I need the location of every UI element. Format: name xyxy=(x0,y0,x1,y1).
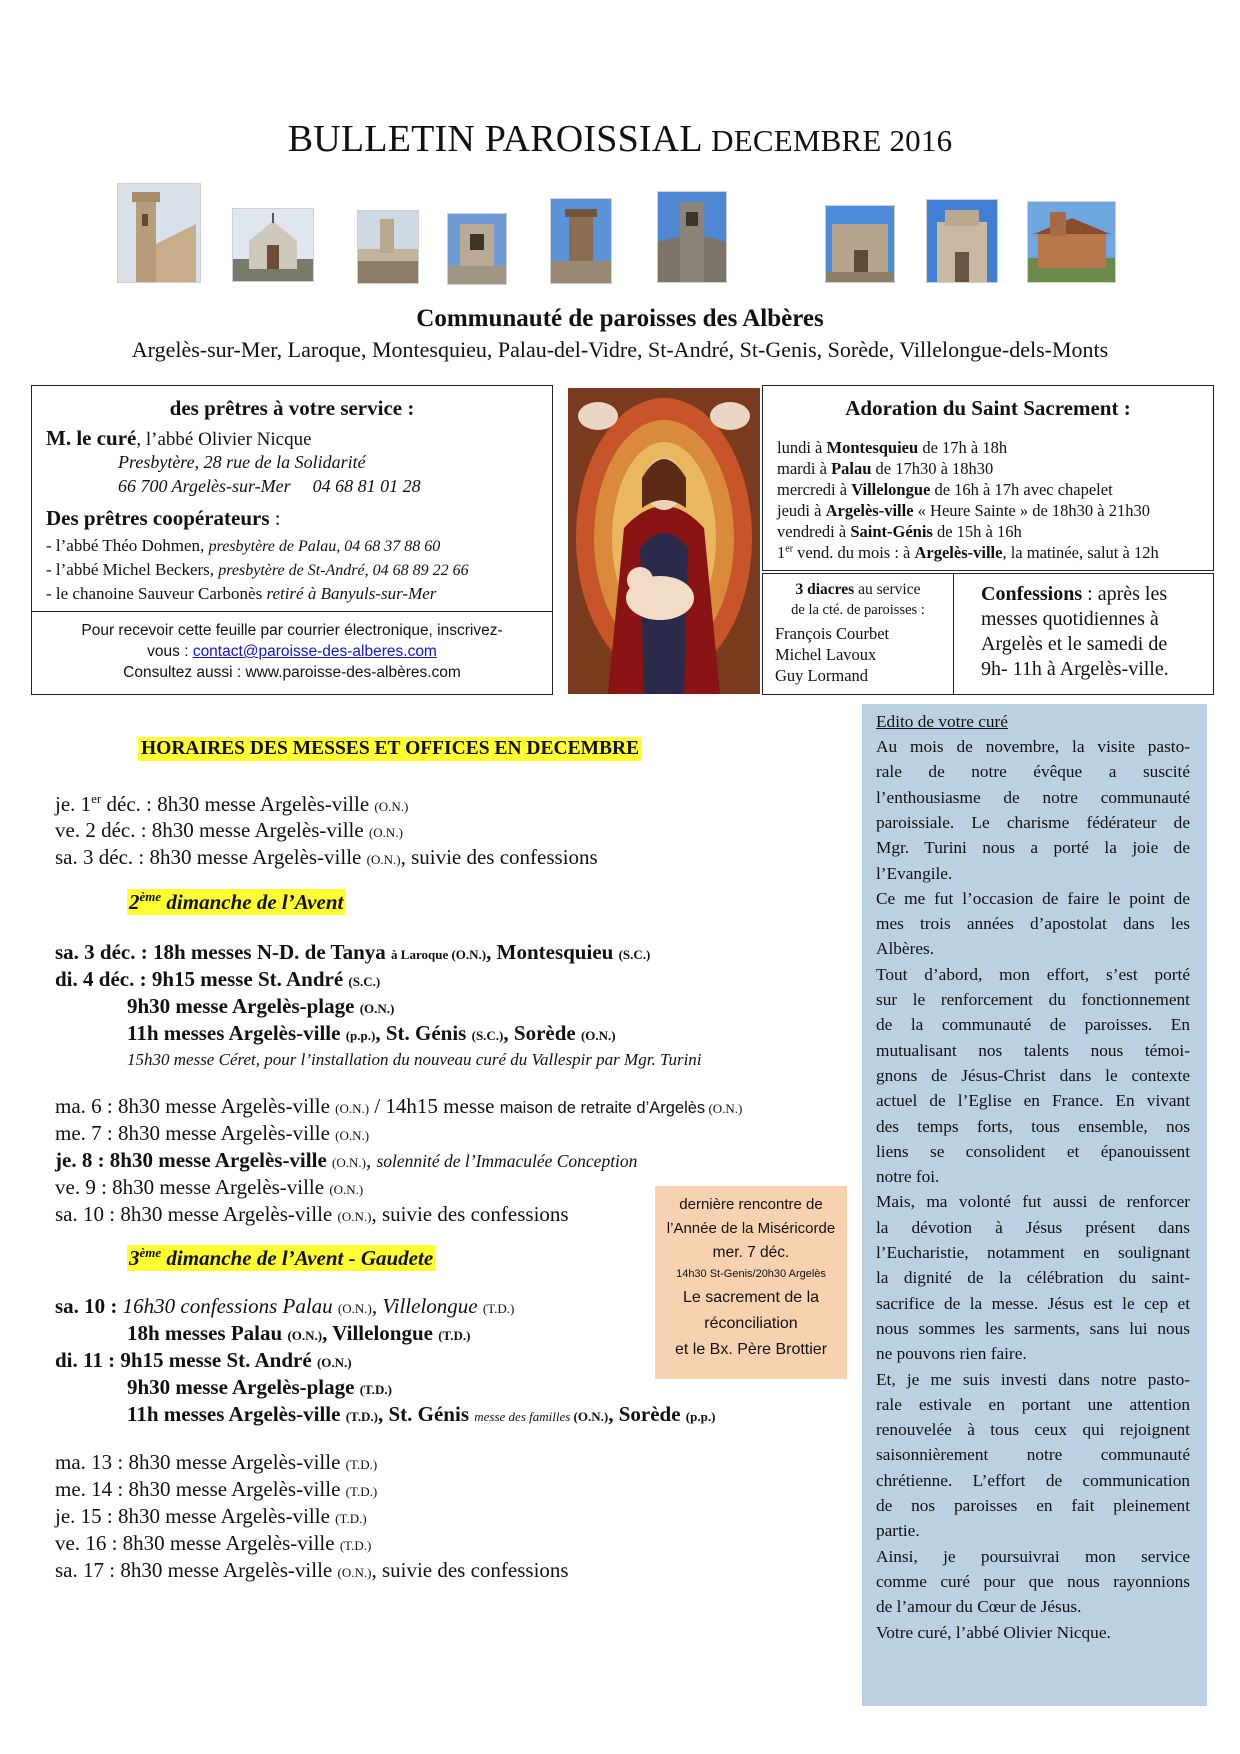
community-title: Communauté de paroisses des Albères xyxy=(416,305,824,332)
edito-line: de la communauté de paroisses. En xyxy=(876,1015,1190,1035)
schedule-row xyxy=(55,1450,377,1475)
adoration-line-1 xyxy=(777,438,1007,458)
row-text: 18h messes Palau xyxy=(127,1321,288,1345)
row-celebrant-3: (p.p.) xyxy=(685,1409,716,1424)
row-suffix: , suivie des confessions xyxy=(400,845,598,869)
confessions-line-1 xyxy=(981,582,1169,607)
website-line: Consultez aussi : www.paroisse-des-albères.com xyxy=(123,664,461,681)
schedule-row xyxy=(55,1477,377,1502)
madonna-painting xyxy=(568,388,760,694)
deacon-3: Guy Lormand xyxy=(775,666,869,685)
schedule-row xyxy=(55,1148,637,1173)
schedule-row xyxy=(55,1094,742,1119)
row-text: 16h30 confessions Palau xyxy=(122,1294,338,1318)
adoration-6-time: , la matinée, salut à 12h xyxy=(1002,543,1159,562)
row-text: 9h30 messe Argelès-plage xyxy=(127,1375,360,1399)
row-text: ma. 13 : 8h30 messe Argelès-ville xyxy=(55,1450,346,1474)
church-photo-9 xyxy=(1027,201,1116,283)
email-link[interactable]: contact@paroisse-des-alberes.com xyxy=(192,643,437,660)
row-celebrant: (T.D.) xyxy=(345,1457,378,1472)
edito-line: paroissiale. Le charisme fédérateur de xyxy=(876,812,1190,832)
schedule-row xyxy=(127,1021,616,1046)
row-text: 11h messes Argelès-ville xyxy=(127,1402,346,1426)
confessions-text-1: : après les xyxy=(1082,583,1168,605)
adoration-2-time: de 17h30 à 18h30 xyxy=(871,459,994,478)
priests-divider xyxy=(32,611,552,612)
row-celebrant: (S.C.) xyxy=(348,974,381,989)
church-photo-5 xyxy=(550,198,612,284)
note-line-7: et le Bx. Père Brottier xyxy=(674,1341,828,1358)
row-celebrant-2: (O.N.) xyxy=(570,1409,609,1424)
schedule-row xyxy=(127,1402,715,1427)
church-photo-7 xyxy=(825,205,895,283)
note-line-6: réconciliation xyxy=(704,1315,798,1332)
coop-heading-text: Des prêtres coopérateurs xyxy=(46,506,270,530)
adoration-1-a: lundi à xyxy=(777,438,827,457)
edito-title: Edito de votre curé xyxy=(876,712,1008,731)
note-line-3: mer. 7 déc. xyxy=(712,1244,790,1261)
deacons-count: 3 diacres xyxy=(795,581,855,598)
edito-line: notre foi. xyxy=(876,1167,940,1187)
edito-line: Ainsi, je poursuivrai mon service xyxy=(876,1546,1190,1566)
edito-line: rale de notre évêque a suscité xyxy=(876,762,1190,782)
coop-1-info: presbytère de Palau, 04 68 37 88 60 xyxy=(208,538,441,555)
row-celebrant-3: (O.N.) xyxy=(580,1028,616,1043)
edito-line: Mais, ma volonté fut aussi de renforcer xyxy=(876,1192,1190,1212)
row-suffix: , suivie des confessions xyxy=(371,1558,569,1582)
coop-heading xyxy=(46,506,281,531)
deacon-2: Michel Lavoux xyxy=(775,645,877,664)
deacons-confessions-box xyxy=(762,573,1214,695)
mercy-year-note xyxy=(655,1186,847,1379)
row-text: ma. 6 : 8h30 messe Argelès-ville xyxy=(55,1094,336,1118)
schedule-row xyxy=(127,1375,392,1400)
edito-line: Ce me fut l’occasion de faire le point de xyxy=(876,888,1190,908)
note-line-1: dernière rencontre de xyxy=(679,1196,823,1213)
row-celebrant: (T.D.) xyxy=(339,1538,372,1553)
bulletin-title xyxy=(0,117,1240,161)
deacons-block xyxy=(763,580,953,620)
edito-line: Votre curé, l’abbé Olivier Nicque. xyxy=(876,1622,1111,1642)
sunday-1-num: 2 xyxy=(129,890,140,914)
edito-line: de nos paroisses en fait pleinement xyxy=(876,1496,1190,1515)
email-info xyxy=(32,620,552,683)
schedule-row xyxy=(55,940,650,965)
row-text: me. 14 : 8h30 messe Argelès-ville xyxy=(55,1477,346,1501)
sunday-2-sup: ème xyxy=(139,1245,162,1260)
row-celebrant: (O.N.) xyxy=(335,1128,370,1143)
edito-line: la dévotion à Jésus présent dans xyxy=(876,1217,1190,1237)
adoration-6-a: 1 xyxy=(777,543,786,562)
confessions-block xyxy=(981,582,1169,682)
cure-name: , l’abbé Olivier Nicque xyxy=(136,429,312,450)
row-text: je. 8 : 8h30 messe Argelès-ville xyxy=(55,1148,333,1172)
row-date: je. 1 xyxy=(55,792,92,816)
schedule-note-ceret: 15h30 messe Céret, pour l’installation du nouveau curé du Vallespir par Mgr. Turini xyxy=(127,1050,702,1069)
coop-2-info: presbytère de St-André, 04 68 89 22 66 xyxy=(218,562,469,579)
coop-3-info: retiré à Banyuls-sur-Mer xyxy=(266,584,437,603)
row-text-3: , Sorède xyxy=(503,1021,581,1045)
row-sep: , xyxy=(365,1148,377,1172)
row-text: me. 7 : 8h30 messe Argelès-ville xyxy=(55,1121,336,1145)
note-line-2: l’Année de la Miséricorde xyxy=(666,1220,836,1237)
row-text: je. 15 : 8h30 messe Argelès-ville xyxy=(55,1504,336,1528)
schedule-row xyxy=(55,1294,514,1319)
adoration-4-place: Argelès-ville xyxy=(825,501,914,520)
deacons-divider xyxy=(953,574,954,694)
row-text: ve. 16 : 8h30 messe Argelès-ville xyxy=(55,1531,340,1555)
row-celebrant: (O.N.) xyxy=(337,1565,372,1580)
cure-line xyxy=(46,426,312,451)
email-info-line-1: Pour recevoir cette feuille par courrier électronique, inscrivez- xyxy=(81,622,503,639)
adoration-2-a: mardi à xyxy=(777,459,832,478)
edito-line: sur le renforcement du fonctionnement xyxy=(876,990,1190,1009)
edito-line: mutualisant nos talents nous témoi- xyxy=(876,1040,1190,1060)
row-sup: er xyxy=(91,791,102,806)
email-info-prefix: vous : xyxy=(147,643,193,660)
confessions-line-4: 9h- 11h à Argelès-ville. xyxy=(981,658,1169,680)
row-celebrant: (O.N.) xyxy=(366,852,401,867)
row-celebrant: (p.p.) xyxy=(345,1028,376,1043)
coop-item-1 xyxy=(46,536,440,556)
schedule-row xyxy=(55,818,403,843)
sunday-1-text: dimanche de l’Avent xyxy=(161,890,344,914)
schedule-row xyxy=(55,967,380,992)
row-text: 9h30 messe Argelès-plage xyxy=(127,994,360,1018)
edito-line: Tout d’abord, mon effort, s’est porté xyxy=(876,964,1190,984)
row-text: ve. 2 déc. : 8h30 messe Argelès-ville xyxy=(55,818,369,842)
priests-box xyxy=(31,385,553,695)
row-text-2: , Villelongue xyxy=(322,1321,439,1345)
row-feast: solennité de l’Immaculée Conception xyxy=(376,1151,638,1171)
row-text-2: , St. Génis xyxy=(375,1021,472,1045)
adoration-3-time: de 16h à 17h avec chapelet xyxy=(930,480,1113,499)
row-celebrant: (O.N.) xyxy=(374,799,409,814)
adoration-line-3 xyxy=(777,480,1113,500)
coop-item-3 xyxy=(46,584,436,604)
priests-heading: des prêtres à votre service : xyxy=(169,396,415,420)
edito-line: la dignité de la célébration du saint- xyxy=(876,1268,1190,1288)
row-celebrant: (O.N.) xyxy=(335,1101,370,1116)
row-celebrant: (O.N.) xyxy=(329,1182,364,1197)
row-text-2: / 14h15 messe xyxy=(369,1094,500,1118)
row-text: sa. 10 : 8h30 messe Argelès-ville xyxy=(55,1202,338,1226)
row-celebrant: (O.N.) xyxy=(316,1355,352,1370)
row-celebrant: (O.N.) xyxy=(287,1328,323,1343)
adoration-5-time: de 15h à 16h xyxy=(932,522,1022,541)
row-celebrant: (O.N.) xyxy=(368,825,403,840)
edito-line: Mgr. Turini nous a porté la joie de xyxy=(876,838,1190,858)
row-celebrant-2: (O.N.) xyxy=(705,1101,743,1116)
coop-3-name: - le chanoine Sauveur Carbonès xyxy=(46,584,267,603)
row-text-3: , Sorède xyxy=(608,1402,686,1426)
schedule-row xyxy=(55,1202,569,1227)
adoration-1-time: de 17h à 18h xyxy=(918,438,1008,457)
adoration-box xyxy=(762,385,1214,571)
edito-line: renouvelée à tous ceux qui rejoignent xyxy=(876,1420,1190,1440)
edito-line: ne pouvons rien faire. xyxy=(876,1344,1027,1364)
confessions-line-2: messes quotidiennes à xyxy=(981,608,1159,630)
cure-phone: 04 68 81 01 28 xyxy=(312,476,421,496)
edito-line: des temps forts, tous ensemble, nos xyxy=(876,1116,1190,1136)
row-celebrant: (O.N.) xyxy=(337,1209,372,1224)
deacons-line-2: de la cté. de paroisses : xyxy=(791,602,925,618)
deacons-line-1 xyxy=(763,580,953,600)
adoration-line-2 xyxy=(777,459,993,479)
schedule-row xyxy=(55,1504,367,1529)
church-photo-3 xyxy=(357,210,419,284)
adoration-5-a: vendredi à xyxy=(777,522,851,541)
coop-2-name: - l’abbé Michel Beckers, xyxy=(46,560,219,579)
row-text: 11h messes Argelès-ville xyxy=(127,1021,346,1045)
row-celebrant: (T.D.) xyxy=(359,1382,392,1397)
adoration-line-4 xyxy=(777,501,1150,521)
note-line-4: 14h30 St-Genis/20h30 Argelès xyxy=(676,1268,826,1280)
adoration-heading: Adoration du Saint Sacrement : xyxy=(845,396,1131,420)
schedule-row xyxy=(127,994,394,1019)
church-photo-2 xyxy=(232,208,314,282)
edito-line: comme curé pour que nous rayonnions xyxy=(876,1571,1190,1591)
edito-line: mes trois années d’apostolat dans les xyxy=(876,914,1190,934)
email-info-line-2 xyxy=(32,641,552,662)
edito-line: de l’amour du Cœur de Jésus. xyxy=(876,1597,1082,1617)
row-text: sa. 17 : 8h30 messe Argelès-ville xyxy=(55,1558,338,1582)
edito-line: liens se consolident et épanouissent xyxy=(876,1141,1190,1161)
row-text: di. 11 : 9h15 messe St. André xyxy=(55,1348,317,1372)
adoration-4-time: « Heure Sainte » de 18h30 à 21h30 xyxy=(913,501,1150,520)
schedule-row xyxy=(55,1348,352,1373)
coop-1-name: - l’abbé Théo Dohmen, xyxy=(46,536,209,555)
edito-line: Au mois de novembre, la visite pasto- xyxy=(876,737,1190,756)
schedule-heading: HORAIRES DES MESSES ET OFFICES EN DECEMBRE xyxy=(138,737,642,761)
schedule-row xyxy=(55,845,598,870)
edito-line: Et, je me suis investi dans notre pasto- xyxy=(876,1369,1190,1389)
adoration-6-place: Argelès-ville xyxy=(914,543,1003,562)
row-date: sa. 10 : xyxy=(55,1294,123,1318)
church-photo-4 xyxy=(447,213,507,285)
deacon-1: François Courbet xyxy=(775,624,890,643)
edito-line: rale estivale en portant une attention xyxy=(876,1394,1190,1414)
coop-item-2 xyxy=(46,560,469,580)
edito-line: actuel de l’Eglise en France. En vivant xyxy=(876,1091,1190,1111)
row-place: à Laroque xyxy=(391,947,449,962)
row-text-2: , Villelongue xyxy=(371,1294,483,1318)
row-celebrant-2: (S.C.) xyxy=(471,1028,504,1043)
edito-line: sacrifice de la messe. Jésus est le cep et xyxy=(876,1293,1190,1313)
edito-line: partie. xyxy=(876,1521,920,1541)
row-text: sa. 3 déc. : 8h30 messe Argelès-ville xyxy=(55,845,367,869)
sunday-heading-2 xyxy=(127,1245,435,1271)
edito-line: Albères. xyxy=(876,939,935,959)
cure-city: 66 700 Argelès-sur-Mer xyxy=(118,476,291,496)
church-photo-6 xyxy=(657,191,727,283)
schedule-row xyxy=(55,1558,569,1583)
row-celebrant: (O.N.) xyxy=(359,1001,395,1016)
edito-line: l’Eucharistie, notamment en soulignant xyxy=(876,1243,1190,1262)
adoration-6-sup: er xyxy=(785,543,794,555)
row-suffix: , suivie des confessions xyxy=(371,1202,569,1226)
adoration-line-5 xyxy=(777,522,1022,542)
schedule-row xyxy=(55,791,408,817)
sunday-2-num: 3 xyxy=(129,1246,140,1270)
confessions-line-3: Argelès et le samedi de xyxy=(981,633,1168,655)
adoration-3-a: mercredi à xyxy=(777,480,852,499)
row-text: di. 4 déc. : 9h15 messe St. André xyxy=(55,967,349,991)
row-celebrant-2: (T.D.) xyxy=(438,1328,471,1343)
adoration-3-place: Villelongue xyxy=(851,480,931,499)
edito-line: l’Evangile. xyxy=(876,863,953,883)
church-photo-1 xyxy=(117,183,201,283)
schedule-row xyxy=(55,1175,363,1200)
row-text-2: , Montesquieu xyxy=(486,940,619,964)
schedule-row xyxy=(55,1531,371,1556)
note-line-5: Le sacrement de la xyxy=(682,1289,820,1306)
row-text: déc. : 8h30 messe Argelès-ville xyxy=(101,792,375,816)
cure-address-1: Presbytère, 28 rue de la Solidarité xyxy=(118,452,366,472)
row-celebrant-2: (T.D.) xyxy=(482,1301,515,1316)
row-celebrant: (O.N.) xyxy=(332,1155,366,1170)
parish-list: Argelès-sur-Mer, Laroque, Montesquieu, Palau-del-Vidre, St-André, St-Genis, Sorède, Villelongue-dels-Monts xyxy=(131,337,1109,362)
adoration-6-b: vend. du mois : à xyxy=(793,543,915,562)
deacons-service: au service xyxy=(854,581,921,598)
schedule-row xyxy=(127,1321,470,1346)
row-text: ve. 9 : 8h30 messe Argelès-ville xyxy=(55,1175,330,1199)
title-month: DECEMBRE 2016 xyxy=(711,123,953,158)
schedule-row xyxy=(55,1121,369,1146)
row-celebrant: (O.N.) xyxy=(337,1301,372,1316)
cure-title: M. le curé xyxy=(46,426,137,450)
edito-panel xyxy=(862,704,1207,1706)
adoration-2-place: Palau xyxy=(831,459,872,478)
adoration-4-a: jeudi à xyxy=(777,501,826,520)
row-text-2: , St. Génis xyxy=(377,1402,475,1426)
edito-line: nous sommes les sarments, sans lui nous xyxy=(876,1318,1190,1338)
row-text: sa. 3 déc. : 18h messes N-D. de Tanya xyxy=(55,940,392,964)
adoration-5-place: Saint-Génis xyxy=(850,522,933,541)
adoration-1-place: Montesquieu xyxy=(826,438,919,457)
edito-line: gnons de Jésus-Christ dans le contexte xyxy=(876,1065,1190,1085)
title-main: BULLETIN PAROISSIAL xyxy=(287,118,702,160)
edito-line: chrétienne. L’effort de communication xyxy=(876,1470,1190,1490)
confessions-label: Confessions xyxy=(981,583,1083,605)
row-celebrant: (T.D.) xyxy=(345,1409,378,1424)
adoration-line-6 xyxy=(777,543,1159,563)
row-celebrant: (T.D.) xyxy=(345,1484,378,1499)
row-celebrant: (T.D.) xyxy=(335,1511,367,1526)
church-photo-8 xyxy=(926,199,998,283)
edito-line: l’enthousiasme de notre communauté xyxy=(876,787,1190,807)
edito-line: saisonnièrement notre communauté xyxy=(876,1445,1190,1465)
row-celebrant: (O.N.) xyxy=(448,947,487,962)
sunday-heading-1 xyxy=(127,889,345,915)
row-celebrant-2: (S.C.) xyxy=(618,947,651,962)
row-place: maison de retraite d’Argelès xyxy=(499,1099,706,1117)
sunday-1-sup: ème xyxy=(139,889,162,904)
coop-heading-colon: : xyxy=(269,506,281,530)
row-note: messe des familles xyxy=(474,1409,571,1424)
cure-address-2 xyxy=(118,476,421,497)
sunday-2-text: dimanche de l’Avent - Gaudete xyxy=(161,1246,434,1270)
